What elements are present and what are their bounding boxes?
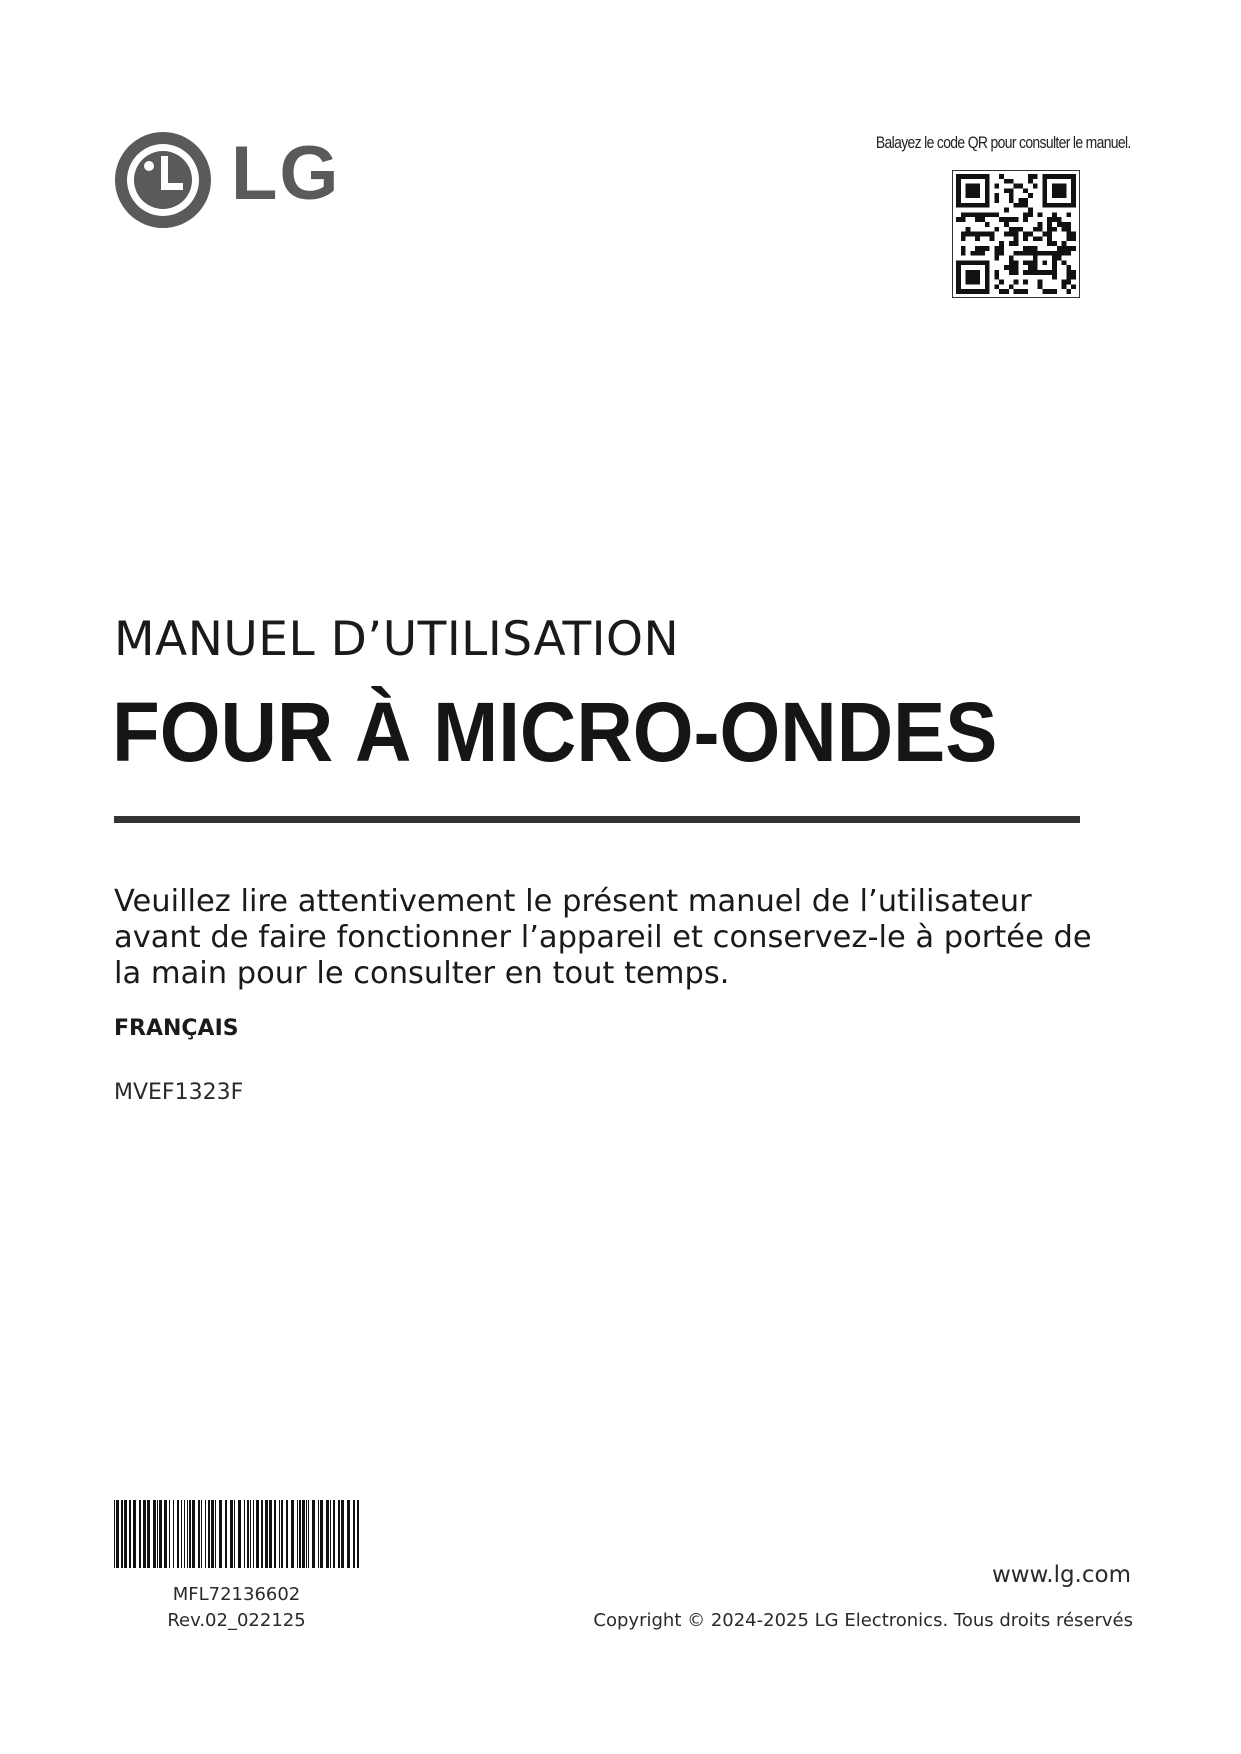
qr-code-icon [956,174,1076,294]
revision-code: Rev.02_022125 [167,1610,306,1631]
barcode-icon [114,1500,359,1568]
intro-line: avant de faire fonctionner l’appareil et conservez-le à portée de [114,920,1092,955]
language-label: FRANÇAIS [114,1016,239,1041]
document-type: MANUEL D’UTILISATION [114,612,680,667]
lg-face-icon [113,130,213,230]
logo-wordmark: LG [231,131,341,216]
title-divider [114,816,1080,823]
model-number: MVEF1323F [114,1080,244,1105]
part-number: MFL72136602 [172,1584,301,1605]
intro-line: Veuillez lire attentivement le présent manuel de l’utilisateur [114,884,1032,919]
copyright-notice: Copyright © 2024-2025 LG Electronics. Tous droits réservés [593,1610,1133,1631]
website-link[interactable]: www.lg.com [991,1562,1131,1588]
qr-caption: Balayez le code QR pour consulter le manuel. [876,133,1131,152]
barcode [114,1500,359,1568]
intro-text [114,884,1094,992]
qr-code[interactable] [952,170,1080,298]
product-title: FOUR À MICRO-ONDES [112,685,998,779]
lg-logo [113,130,343,230]
intro-line: la main pour le consulter en tout temps. [114,956,730,991]
